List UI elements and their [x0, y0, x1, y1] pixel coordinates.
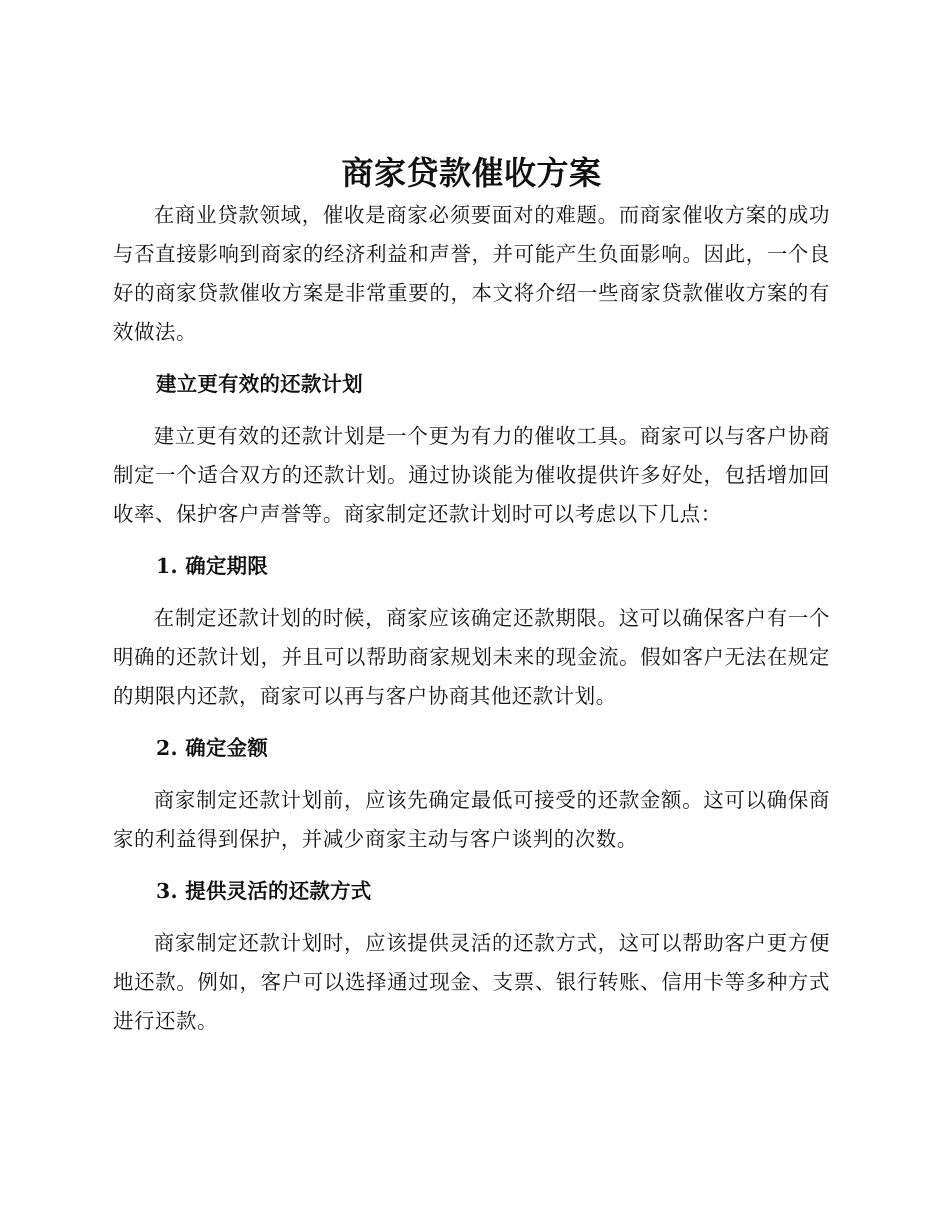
item-heading-deadline: 1. 确定期限 — [156, 554, 269, 578]
document-content — [113, 150, 830, 1054]
intro-paragraph: 在商业贷款领域，催收是商家必须要面对的难题。而商家催收方案的成功与否直接影响到商家的经济利益和声誉，并可能产生负面影响。因此，一个良好的商家贷款催收方案是非常重要的，本文将介绍一些商家贷款催收方案的有效做法。 — [113, 203, 830, 344]
document-title: 商家贷款催收方案 — [341, 154, 602, 192]
section-heading-repayment-plan: 建立更有效的还款计划 — [156, 372, 363, 396]
item-heading-payment-methods: 3. 提供灵活的还款方式 — [156, 879, 372, 903]
section-paragraph-repayment-plan: 建立更有效的还款计划是一个更为有力的催收工具。商家可以与客户协商制定一个适合双方的还款计划。通过协谈能为催收提供许多好处，包括增加回收率、保护客户声誉等。商家制定还款计划时可以考虑以下几点： — [113, 424, 830, 526]
item-heading-amount: 2. 确定金额 — [156, 736, 269, 760]
item-paragraph-amount: 商家制定还款计划前，应该先确定最低可接受的还款金额。这可以确保商家的利益得到保护，并减少商家主动与客户谈判的次数。 — [113, 788, 830, 851]
item-paragraph-payment-methods: 商家制定还款计划时，应该提供灵活的还款方式，这可以帮助客户更方便地还款。例如，客户可以选择通过现金、支票、银行转账、信用卡等多种方式进行还款。 — [113, 931, 830, 1033]
item-paragraph-deadline: 在制定还款计划的时候，商家应该确定还款期限。这可以确保客户有一个明确的还款计划，并且可以帮助商家规划未来的现金流。假如客户无法在规定的期限内还款，商家可以再与客户协商其他还款计划。 — [113, 606, 830, 708]
